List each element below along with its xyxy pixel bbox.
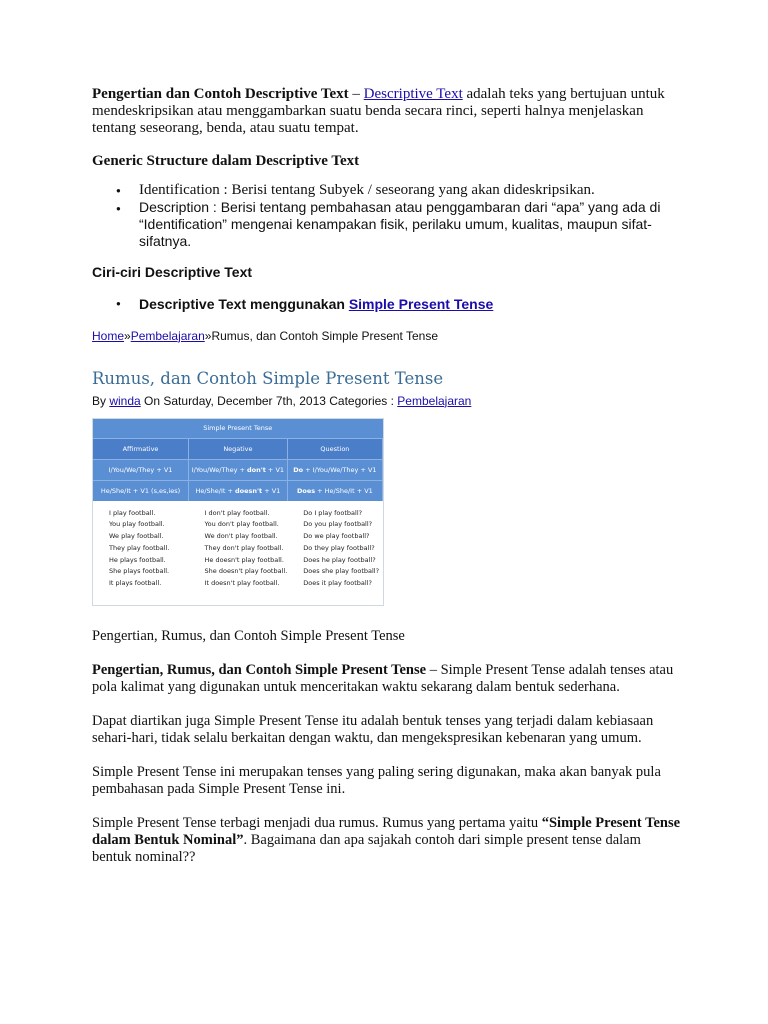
- example-line: I don't play football.: [204, 508, 270, 517]
- example-line: Do we play football?: [303, 532, 370, 541]
- image-caption: Pengertian, Rumus, dan Contoh Simple Present Tense: [92, 627, 405, 644]
- formula-pre: Simple Present Tense terbagi menjadi dua rumus. Rumus yang pertama yaitu: [92, 814, 542, 831]
- examples-affirmative: [93, 501, 189, 605]
- formula-negative-2: He/She/It + doesn't + V1: [189, 480, 288, 501]
- paragraph-definition: [92, 662, 682, 696]
- formula-question-2: Does + He/She/It + V1: [287, 480, 382, 501]
- example-line: They don't play football.: [204, 543, 284, 552]
- breadcrumb-separator: »: [124, 328, 131, 343]
- example-line: He doesn't play football.: [204, 555, 284, 564]
- example-line: Do you play football?: [303, 520, 373, 529]
- example-line: It plays football.: [109, 579, 162, 588]
- paragraph-formula: [92, 815, 682, 866]
- structure-item-description: ● Description : Berisi tentang pembahasan atau penggambaran dari “apa” yang ada di “Identification” mengenai kenampakan fisik, perilaku umum, kualitas, maupun sifat-sifatnya.: [92, 199, 682, 250]
- descriptive-text-link[interactable]: Descriptive Text: [363, 86, 463, 102]
- formula-post: . Bagaimana dan apa sajakah contoh dari simple present tense dalam bentuk nominal??: [92, 831, 641, 865]
- breadcrumb: [92, 329, 682, 343]
- example-line: We play football.: [109, 532, 164, 541]
- formula-negative-1: I/You/We/They + don't + V1: [189, 459, 288, 480]
- example-line: You don't play football.: [204, 520, 279, 529]
- example-line: He plays football.: [109, 555, 166, 564]
- breadcrumb-home-link[interactable]: Home: [92, 328, 125, 343]
- definition-text: – Simple Present Tense adalah tenses atau pola kalimat yang digunakan untuk menceritakan waktu sekarang dalam bentuk sederhana.: [92, 661, 674, 695]
- formula-bold: “Simple Present Tense dalam Bentuk Nominal”: [92, 814, 681, 848]
- column-question: Question: [287, 438, 382, 459]
- ciri-item: [92, 296, 682, 312]
- document-page: [92, 86, 682, 866]
- intro-paragraph: [92, 86, 682, 137]
- examples-negative: [189, 501, 288, 605]
- byline: [92, 394, 682, 408]
- column-affirmative: Affirmative: [93, 438, 189, 459]
- example-line: Do they play football?: [303, 543, 375, 552]
- author-link[interactable]: winda: [109, 393, 141, 408]
- column-negative: Negative: [189, 438, 288, 459]
- example-line: Do I play football?: [303, 508, 363, 517]
- category-link[interactable]: Pembelajaran: [397, 393, 472, 408]
- examples-question: [287, 501, 382, 605]
- table-title: Simple Present Tense: [93, 419, 383, 439]
- ciri-item-text: Descriptive Text menggunakan: [139, 295, 349, 312]
- breadcrumb-current: Rumus, dan Contoh Simple Present Tense: [211, 328, 439, 343]
- structure-list: [92, 182, 682, 250]
- example-line: It doesn't play football.: [204, 579, 280, 588]
- tense-table: [93, 419, 383, 605]
- example-line: Does she play football?: [303, 567, 380, 576]
- formula-affirmative-2: He/She/It + V1 (s,es,ies): [93, 480, 189, 501]
- example-line: You play football.: [109, 520, 165, 529]
- simple-present-tense-link[interactable]: Simple Present Tense: [348, 295, 494, 312]
- example-line: We don't play football.: [204, 532, 278, 541]
- formula-affirmative-1: I/You/We/They + V1: [93, 459, 189, 480]
- intro-dash: –: [348, 86, 364, 102]
- example-line: Does it play football?: [303, 579, 372, 588]
- article-title: Rumus, dan Contoh Simple Present Tense: [92, 368, 444, 388]
- example-line: I play football.: [109, 508, 156, 517]
- example-line: Does he play football?: [303, 555, 376, 564]
- example-line: She plays football.: [109, 567, 170, 576]
- paragraph-usage: Simple Present Tense ini merupakan tenses yang paling sering digunakan, maka akan banyak pula pembahasan pada Simple Present Tense ini.: [92, 763, 661, 797]
- ciri-list: [92, 296, 682, 312]
- byline-by: By: [92, 393, 110, 408]
- intro-title: Pengertian dan Contoh Descriptive Text: [92, 86, 349, 102]
- generic-structure-heading: Generic Structure dalam Descriptive Text: [92, 153, 360, 169]
- intro-text: adalah teks yang bertujuan untuk mendeskripsikan atau menggambarkan suatu benda secara rinci, seperti halnya menjelaskan tentang seseorang, benda, atau suatu tempat.: [92, 86, 665, 136]
- formula-question-1: Do + I/You/We/They + V1: [287, 459, 382, 480]
- example-line: She doesn't play football.: [204, 567, 288, 576]
- breadcrumb-separator: »: [204, 328, 212, 343]
- definition-bold: Pengertian, Rumus, dan Contoh Simple Present Tense: [92, 661, 427, 678]
- ciri-heading: Ciri-ciri Descriptive Text: [92, 263, 253, 280]
- breadcrumb-category-link[interactable]: Pembelajaran: [130, 328, 205, 343]
- structure-item-identification: ● Identification : Berisi tentang Subyek / seseorang yang akan dideskripsikan.: [92, 182, 682, 199]
- simple-present-tense-table: [92, 418, 384, 606]
- example-line: They play football.: [109, 543, 170, 552]
- byline-date: On Saturday, December 7th, 2013 Categories :: [140, 393, 398, 408]
- paragraph-habit: Dapat diartikan juga Simple Present Tense itu adalah bentuk tenses yang terjadi dalam kebiasaan sehari-hari, tidak selalu berkaitan dengan waktu, dan mengekspresikan kebenaran yang umum.: [92, 712, 654, 746]
